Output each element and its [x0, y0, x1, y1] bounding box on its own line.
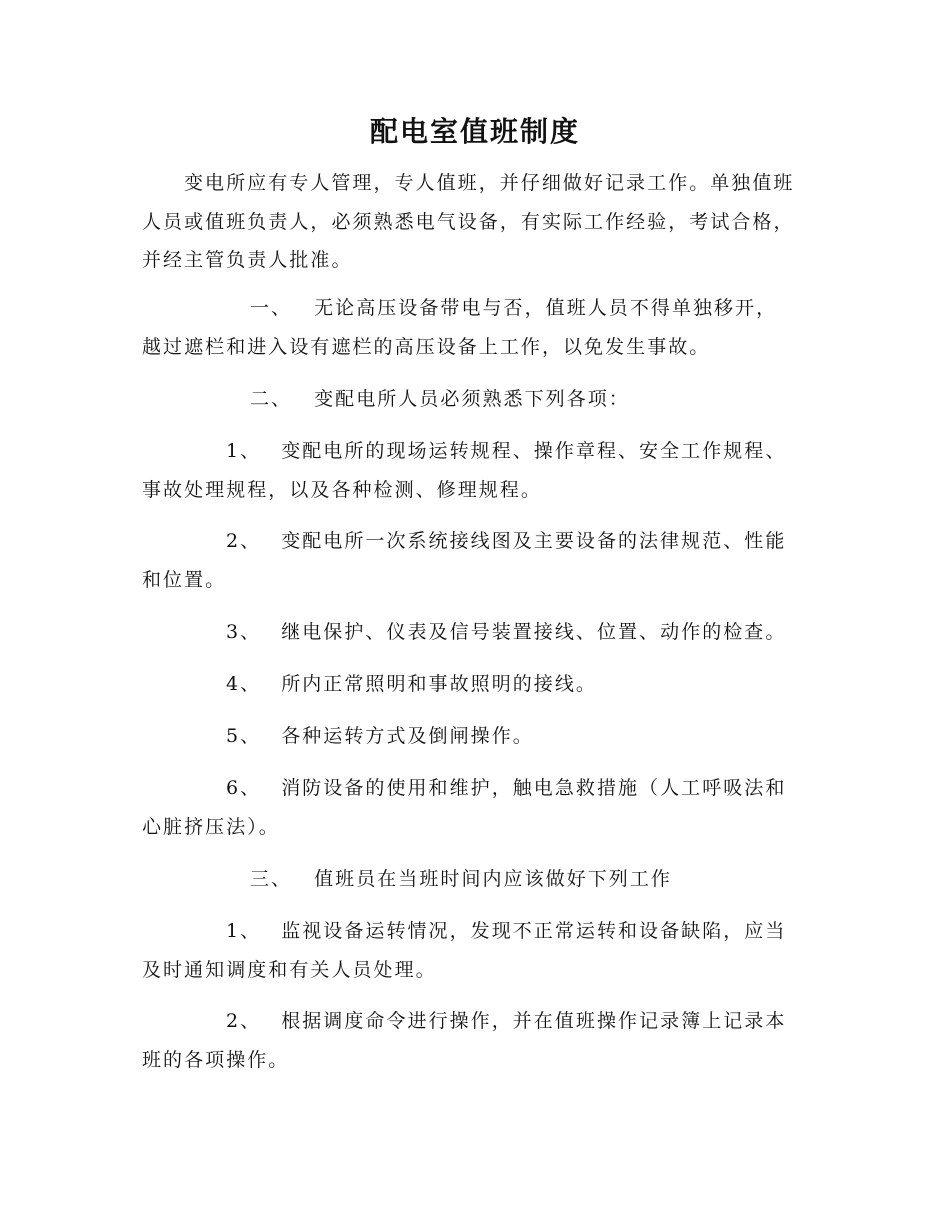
item-number: 1、	[226, 920, 262, 942]
section-number: 二、	[250, 388, 293, 410]
item-text: 变配电所一次系统接线图及主要设备的法律规范、性能和位置。	[142, 530, 787, 591]
item-text: 根据调度命令进行操作，并在值班操作记录簿上记录本班的各项操作。	[142, 1010, 787, 1071]
intro-paragraph: 变电所应有专人管理，专人值班，并仔细做好记录工作。单独值班人员或值班负责人，必须熟悉电气设备，有实际工作经验，考试合格，并经主管负责人批准。	[142, 172, 795, 271]
section-text: 无论高压设备带电与否，值班人员不得单独移开，越过遮栏和进入设有遮栏的高压设备上工作，以免发生事故。	[142, 297, 778, 358]
item-text: 各种运转方式及倒闸操作。	[281, 725, 534, 747]
section-number: 三、	[250, 868, 293, 890]
list-item	[142, 432, 797, 509]
list-item	[142, 522, 797, 599]
item-text: 变配电所的现场运转规程、操作章程、安全工作规程、事故处理规程，以及各种检测、修理规程。	[142, 440, 787, 501]
item-text: 所内正常照明和事故照明的接线。	[281, 673, 597, 695]
section-number: 一、	[250, 297, 293, 319]
item-text: 监视设备运转情况，发现不正常运转和设备缺陷，应当及时通知调度和有关人员处理。	[142, 920, 787, 981]
item-number: 3、	[226, 621, 262, 643]
item-number: 2、	[226, 1010, 262, 1032]
section-2	[142, 380, 797, 419]
item-text: 继电保护、仪表及信号装置接线、位置、动作的检查。	[281, 621, 787, 643]
item-number: 1、	[226, 440, 262, 462]
section-text: 变配电所人员必须熟悉下列各项：	[314, 388, 630, 410]
section-1	[142, 289, 797, 366]
section-text: 值班员在当班时间内应该做好下列工作	[314, 868, 672, 890]
section-3	[142, 860, 797, 899]
list-item	[142, 1002, 797, 1079]
document-title: 配电室值班制度	[369, 115, 580, 148]
item-number: 6、	[226, 777, 262, 799]
list-item	[142, 769, 797, 846]
list-item	[142, 717, 797, 756]
item-number: 4、	[226, 673, 262, 695]
item-number: 5、	[226, 725, 262, 747]
item-number: 2、	[226, 530, 262, 552]
list-item	[142, 665, 797, 704]
list-item	[142, 613, 797, 652]
list-item	[142, 912, 797, 989]
item-text: 消防设备的使用和维护，触电急救措施（人工呼吸法和心脏挤压法）。	[142, 777, 787, 838]
